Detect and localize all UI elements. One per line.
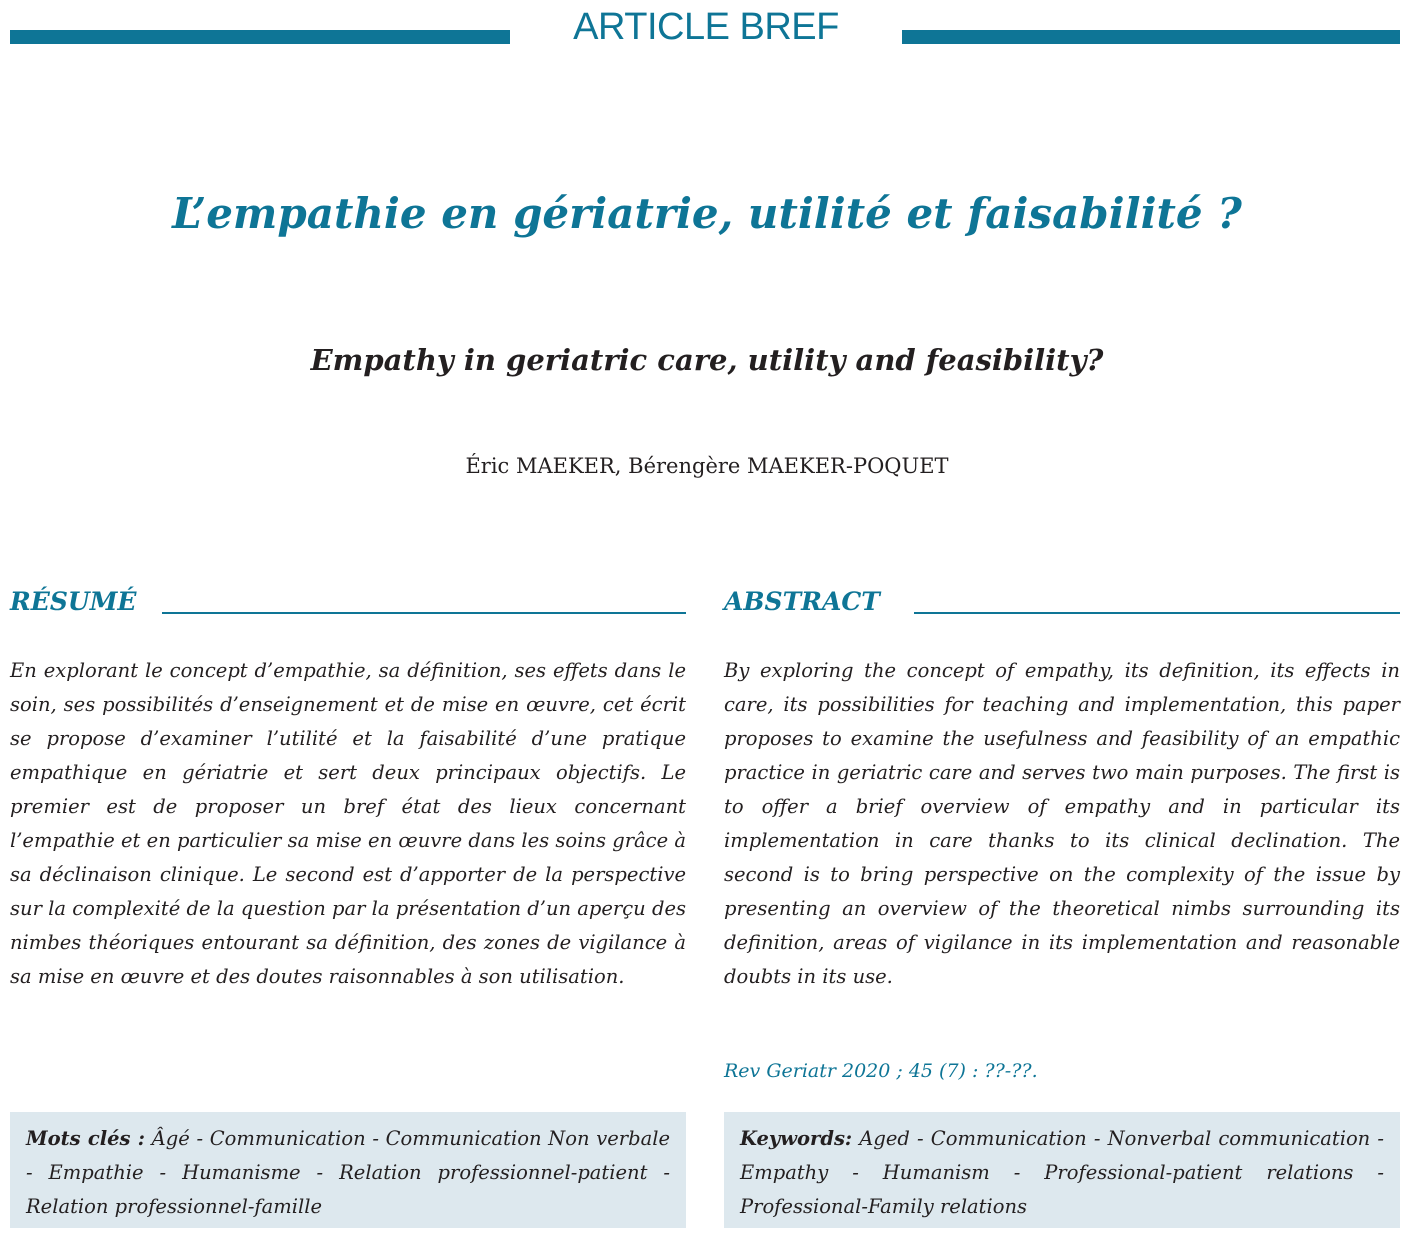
resume-heading: [10, 582, 686, 622]
article-type-label: ARTICLE BREF: [573, 6, 839, 48]
resume-heading-label: RÉSUMÉ: [10, 582, 146, 622]
title-english: Empathy in geriatric care, utility and feasibility?: [310, 343, 1104, 377]
resume-heading-rule: [162, 612, 686, 614]
title-french: L’empathie en gériatrie, utilité et faisabilité ?: [172, 189, 1242, 238]
keywords-list: Aged - Communication - Nonverbal communication - Empathy - Humanism - Professional-patient relations - Professional-Family relations: [740, 1127, 1384, 1218]
keywords-box: [724, 1112, 1400, 1228]
section-header: [0, 0, 1414, 60]
abstract-body: By exploring the concept of empathy, its definition, its effects in care, its possibilities for teaching and implementation, this paper proposes to examine the usefulness and feasibility of an empathic practice in geriatric care and serves two main purposes. The first is to offer a brief overview of empathy and in particular its implementation in care thanks to its clinical declination. The second is to bring perspective on the complexity of the issue by presenting an overview of the theoretical nimbs surrounding its definition, areas of vigilance in its implementation and reasonable doubts in its use.: [724, 659, 1400, 988]
abstract-heading-label: ABSTRACT: [724, 582, 890, 622]
authors: Éric MAEKER, Bérengère MAEKER-POQUET: [465, 454, 949, 478]
citation: Rev Geriatr 2020 ; 45 (7) : ??-??.: [724, 1060, 1038, 1082]
abstract-heading-rule: [914, 612, 1400, 614]
mots-cles-label: Mots clés :: [26, 1127, 145, 1150]
header-bar-left: [10, 30, 510, 44]
resume-body: En explorant le concept d’empathie, sa définition, ses effets dans le soin, ses possibilités d’enseignement et de mise en œuvre, cet écrit se propose d’examiner l’utilité et la faisabilité d’une pratique empathique en gériatrie et sert deux principaux objectifs. Le premier est de proposer un bref état des lieux concernant l’empathie et en particulier sa mise en œuvre dans les soins grâce à sa déclinaison clinique. Le second est d’apporter de la perspective sur la complexité de la question par la présentation d’un aperçu des nimbes théoriques entourant sa définition, des zones de vigilance à sa mise en œuvre et des doutes raisonnables à son utilisation.: [10, 659, 686, 988]
mots-cles-box: [10, 1112, 686, 1228]
abstract-heading: [724, 582, 1400, 622]
keywords-label: Keywords:: [740, 1127, 853, 1150]
header-bar-right: [902, 30, 1400, 44]
mots-cles-list: Âgé - Communication - Communication Non verbale - Empathie - Humanisme - Relation professionnel-patient - Relation professionnel-famille: [26, 1127, 670, 1218]
